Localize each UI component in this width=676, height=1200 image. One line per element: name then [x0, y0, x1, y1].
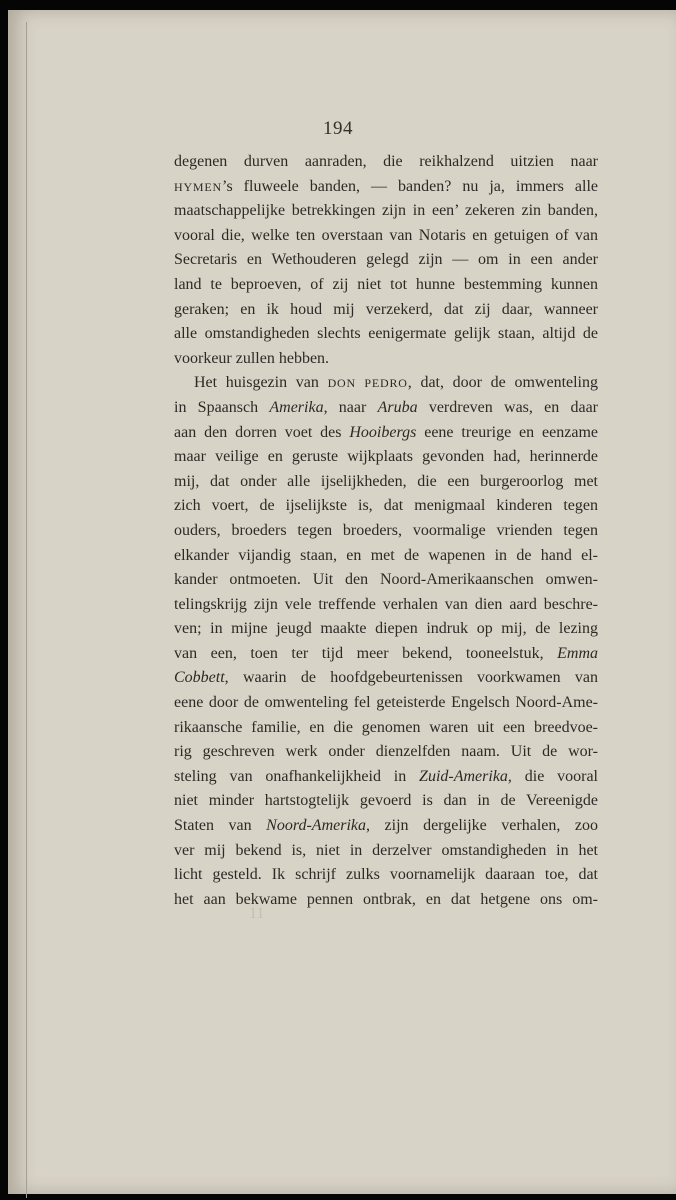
text-fragment: licht gesteld. Ik schrijf zulks voornamelijk daaraan toe, dat — [174, 866, 598, 884]
text-line — [174, 568, 598, 593]
text-fragment: mij, dat onder alle ijselijkheden, die een burgeroorlog met — [174, 472, 598, 490]
text-line — [174, 765, 598, 790]
text-fragment: steling van onafhankelijkheid in — [174, 767, 420, 785]
page-edge-line — [26, 22, 27, 1198]
text-line — [174, 494, 598, 519]
body-text — [174, 150, 598, 912]
text-line — [174, 519, 598, 544]
text-fragment: telingskrijg zijn vele treffende verhalen van dien aard beschre- — [174, 595, 598, 613]
text-line — [174, 716, 598, 741]
text-line — [174, 322, 598, 347]
text-fragment: rikaansche familie, en die genomen waren uit een breedvoe- — [174, 718, 598, 736]
text-fragment: aan den dorren voet des — [174, 423, 350, 441]
text-line — [174, 445, 598, 470]
text-fragment: Staten van — [174, 817, 267, 835]
text-fragment: elkander vijandig staan, en met de wapenen in de hand el- — [174, 546, 598, 564]
text-line — [174, 150, 598, 175]
text-fragment: ouders, broeders tegen broeders, voormalige vrienden tegen — [174, 521, 598, 539]
text-line — [174, 199, 598, 224]
italic-text: Emma — [557, 644, 598, 662]
text-fragment: verdreven was, en daar — [417, 398, 599, 416]
text-line — [174, 642, 598, 667]
text-fragment: zich voert, de ijselijkste is, dat menigmaal kinderen tegen — [174, 497, 598, 515]
text-line — [174, 593, 598, 618]
text-line — [174, 789, 598, 814]
text-line — [174, 224, 598, 249]
text-fragment: , zijn dergelijke verhalen, zoo — [366, 817, 599, 835]
text-line — [174, 839, 598, 864]
text-fragment: vooral die, welke ten overstaan van Notaris en getuigen of van — [174, 226, 598, 244]
text-fragment: maar veilige en geruste wijkplaats gevonden had, herinnerde — [174, 448, 598, 466]
text-fragment: niet minder hartstogtelijk gevoerd is dan in de Vereenigde — [174, 792, 598, 810]
text-line — [174, 175, 598, 200]
text-line — [174, 421, 598, 446]
text-fragment: Secretaris en Wethouderen gelegd zijn — om in een ander — [174, 251, 598, 269]
italic-text: Noord-Amerika — [266, 817, 367, 835]
text-line — [174, 544, 598, 569]
text-fragment: land te beproeven, of zij niet tot hunne bestemming kunnen — [174, 275, 598, 293]
text-fragment: ver mij bekend is, niet in derzelver omstandigheden in het — [174, 841, 598, 859]
text-line — [174, 298, 598, 323]
text-fragment: maatschappelijke betrekkingen zijn in een’ zekeren zin banden, — [174, 202, 598, 220]
italic-text: Hooibergs — [349, 423, 417, 441]
small-caps-text: HYMEN — [174, 179, 222, 194]
text-fragment: het aan bekwame pennen ontbrak, en dat hetgene ons om- — [174, 890, 598, 908]
text-line — [174, 814, 598, 839]
text-fragment: eene treurige en eenzame — [416, 423, 599, 441]
italic-text: Zuid-Amerika — [419, 767, 508, 785]
text-fragment: degenen durven aanraden, die reikhalzend uitzien naar — [174, 153, 598, 170]
show-through-mark: 11 — [249, 905, 265, 922]
text-fragment: , dat, door de omwenteling — [407, 374, 598, 392]
text-fragment: eene door de omwenteling fel geteisterde Engelsch Noord-Ame- — [174, 694, 598, 712]
text-line — [174, 347, 598, 372]
text-line — [174, 740, 598, 765]
text-line — [174, 863, 598, 888]
italic-text: Aruba — [377, 398, 418, 416]
text-fragment: Het huisgezin van — [194, 374, 328, 392]
text-fragment: , waarin de hoofdgebeurtenissen voorkwamen van — [224, 669, 598, 687]
text-line — [174, 371, 598, 396]
italic-text: Cobbett — [174, 669, 225, 687]
text-line — [174, 888, 598, 913]
text-fragment: ven; in mijne jeugd maakte diepen indruk op mij, de lezing — [174, 620, 598, 638]
text-fragment: , die vooral — [507, 767, 598, 785]
text-line — [174, 248, 598, 273]
text-fragment: in Spaansch — [174, 398, 270, 416]
text-fragment: , naar — [323, 398, 378, 416]
text-fragment: voorkeur zullen hebben. — [174, 349, 330, 367]
text-line — [174, 273, 598, 298]
text-fragment: ’s fluweele banden, — banden? nu ja, immers alle — [222, 177, 598, 195]
text-fragment: van een, toen ter tijd meer bekend, tooneelstuk, — [174, 644, 558, 662]
text-line — [174, 691, 598, 716]
text-fragment: rig geschreven werk onder dienzelfden naam. Uit de wor- — [174, 743, 598, 761]
text-fragment: kander ontmoeten. Uit den Noord-Amerikaanschen omwen- — [174, 571, 598, 589]
text-line — [174, 470, 598, 495]
page-number: 194 — [323, 118, 353, 139]
text-line — [174, 666, 598, 691]
text-fragment: geraken; en ik houd mij verzekerd, dat zij daar, wanneer — [174, 300, 598, 318]
text-line — [174, 617, 598, 642]
italic-text: Amerika — [269, 398, 324, 416]
text-line — [174, 396, 598, 421]
small-caps-text: DON PEDRO — [327, 376, 408, 391]
text-fragment: alle omstandigheden slechts eenigermate gelijk staan, altijd de — [174, 325, 598, 343]
